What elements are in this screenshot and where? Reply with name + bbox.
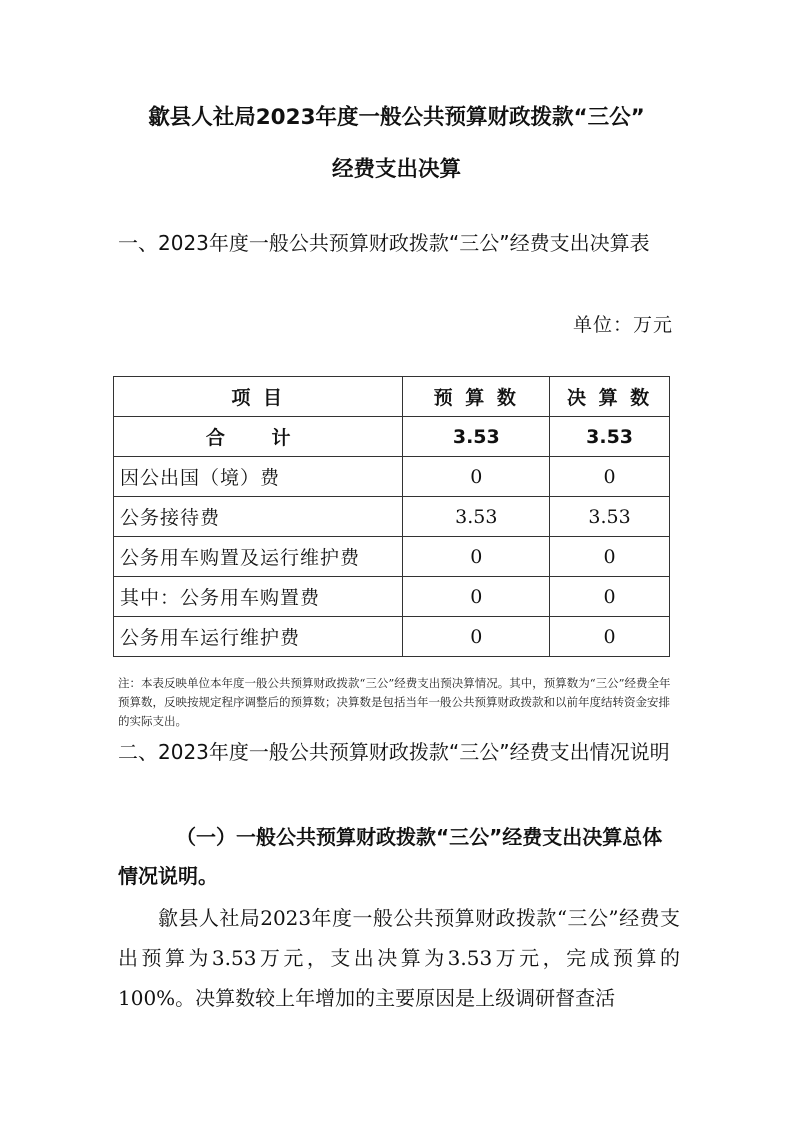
body-paragraph: 歙县人社局2023年度一般公共预算财政拨款“三公”经费支出预算为3.53万元，支出决算为3.53万元，完成预算的100%。决算数较上年增加的主要原因是上级调研督查活 <box>118 906 680 1010</box>
table-row <box>114 537 670 577</box>
title-line-1: 歙县人社局2023年度一般公共预算财政拨款“三公” <box>148 105 645 130</box>
row-actual: 0 <box>550 537 670 577</box>
row-actual: 3.53 <box>550 497 670 537</box>
row-actual: 0 <box>550 577 670 617</box>
table-row <box>114 457 670 497</box>
header-item: 项 目 <box>114 377 403 417</box>
row-actual: 3.53 <box>550 417 670 457</box>
table-header-row <box>114 377 670 417</box>
row-item: 其中：公务用车购置费 <box>114 577 403 617</box>
title-line-2: 经费支出决算 <box>331 157 461 182</box>
subsection-1-heading: （一）一般公共预算财政拨款“三公”经费支出决算总体情况说明。 <box>118 825 663 888</box>
table-row <box>114 617 670 657</box>
header-actual: 决 算 数 <box>550 377 670 417</box>
table-note: 注：本表反映单位本年度一般公共预算财政拨款“三公”经费支出预决算情况。其中，预算数为“三公”经费全年预算数，反映按规定程序调整后的预算数；决算数是包括当年一般公共预算财政拨款和以前年度结转资金安排的实际支出。 <box>118 676 671 728</box>
row-item: 公务用车运行维护费 <box>114 617 403 657</box>
row-item: 公务用车购置及运行维护费 <box>114 537 403 577</box>
row-item: 因公出国（境）费 <box>114 457 403 497</box>
row-budget: 0 <box>403 577 550 617</box>
row-budget: 3.53 <box>403 417 550 457</box>
table-row-total <box>114 417 670 457</box>
row-budget: 0 <box>403 617 550 657</box>
row-item: 公务接待费 <box>114 497 403 537</box>
unit-label: 单位：万元 <box>572 314 673 336</box>
document-title <box>60 92 733 196</box>
row-budget: 0 <box>403 457 550 497</box>
row-budget: 0 <box>403 537 550 577</box>
row-budget: 3.53 <box>403 497 550 537</box>
three-expenses-table <box>113 376 670 657</box>
row-actual: 0 <box>550 617 670 657</box>
section-2-heading: 二、2023年度一般公共预算财政拨款“三公”经费支出情况说明 <box>118 740 670 764</box>
header-budget: 预 算 数 <box>403 377 550 417</box>
row-actual: 0 <box>550 457 670 497</box>
row-item: 合 计 <box>114 417 403 457</box>
table-row <box>114 497 670 537</box>
section-1-heading: 一、2023年度一般公共预算财政拨款“三公”经费支出决算表 <box>118 231 650 255</box>
table-row <box>114 577 670 617</box>
